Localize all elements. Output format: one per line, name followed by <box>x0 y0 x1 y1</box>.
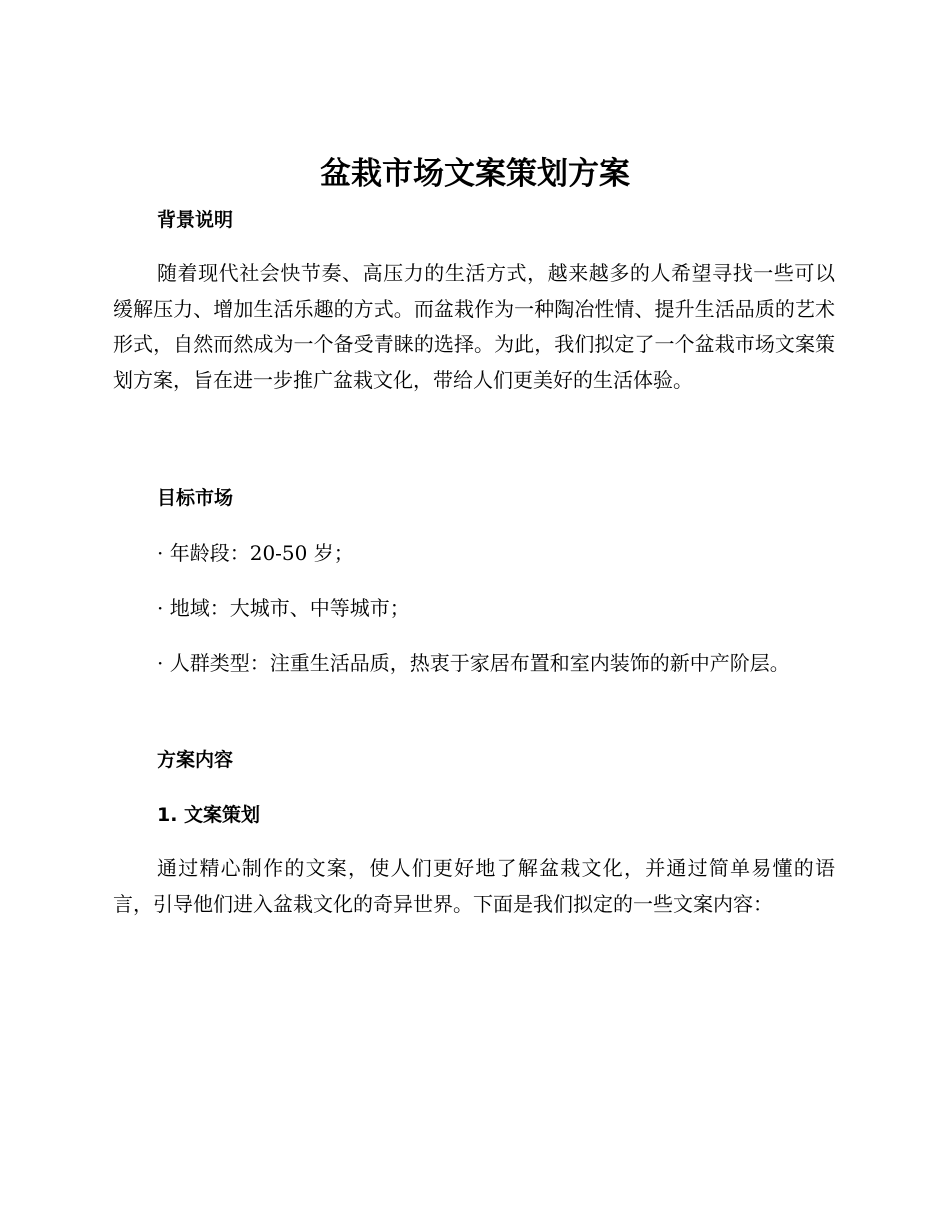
background-paragraph: 随着现代社会快节奏、高压力的生活方式，越来越多的人希望寻找一些可以缓解压力、增加生活乐趣的方式。而盆栽作为一种陶冶性情、提升生活品质的艺术形式，自然而然成为一个备受青睐的选择。为此，我们拟定了一个盆栽市场文案策划方案，旨在进一步推广盆栽文化，带给人们更美好的生活体验。 <box>113 261 835 392</box>
document-title: 盆栽市场文案策划方案 <box>320 156 630 192</box>
list-item-region: · 地域：大城市、中等城市； <box>157 596 410 620</box>
copywriting-paragraph: 通过精心制作的文案，使人们更好地了解盆栽文化，并通过简单易懂的语言，引导他们进入盆栽文化的奇异世界。下面是我们拟定的一些文案内容： <box>113 856 835 916</box>
section-heading-plan-content: 方案内容 <box>157 749 234 771</box>
list-item-age: · 年龄段：20-50 岁； <box>157 541 354 565</box>
subheading-copywriting: 1. 文案策划 <box>157 804 261 826</box>
list-item-audience: · 人群类型：注重生活品质，热衷于家居布置和室内装饰的新中产阶层。 <box>157 651 790 675</box>
section-heading-background: 背景说明 <box>157 209 234 231</box>
section-heading-target-market: 目标市场 <box>157 487 234 509</box>
